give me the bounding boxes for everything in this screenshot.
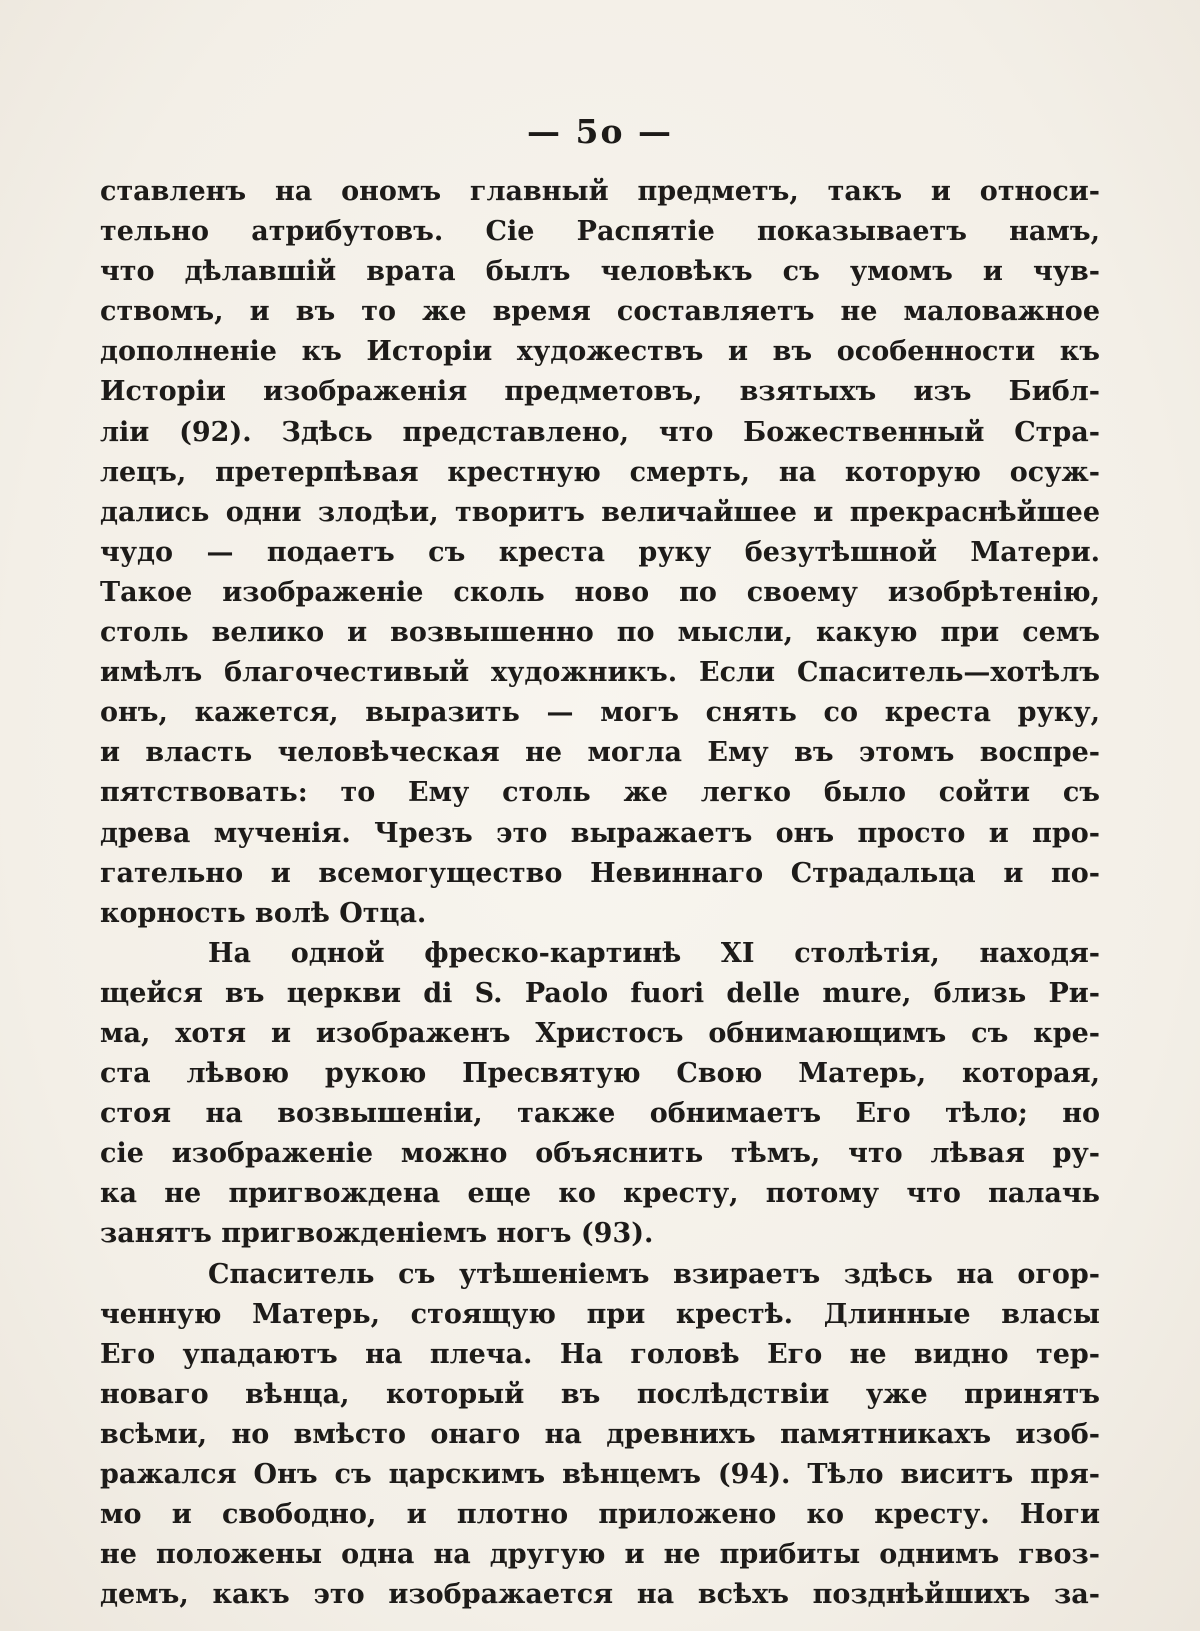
text-line: занятъ пригвожденіемъ ногъ (93). — [100, 1218, 654, 1250]
text-line: онъ, кажется, выразить — могъ снять со креста руку, — [100, 697, 1100, 729]
text-line: щейся въ церкви di S. Paolo fuori delle mure, близь Ри- — [100, 977, 1100, 1009]
text-line: ма, хотя и изображенъ Христосъ обнимающимъ съ кре- — [100, 1017, 1100, 1049]
text-line: Спаситель съ утѣшеніемъ взираетъ здѣсь на огор- — [208, 1258, 1100, 1290]
text-line: тельно атрибутовъ. Сіе Распятіе показываетъ намъ, — [100, 216, 1100, 248]
text-line: сіе изображеніе можно объяснить тѣмъ, что лѣвая ру- — [100, 1138, 1100, 1170]
text-line: ражался Онъ съ царскимъ вѣнцемъ (94). Тѣло виситъ пря- — [100, 1459, 1100, 1490]
text-line: ліи (92). Здѣсь представлено, что Божественный Стра- — [100, 416, 1100, 448]
text-line: и власть человѣческая не могла Ему въ этомъ воспре- — [100, 737, 1100, 769]
text-line: новаго вѣнца, который въ послѣдствіи уже принятъ — [100, 1378, 1100, 1410]
text-line: ченную Матерь, стоящую при крестѣ. Длинные власы — [100, 1298, 1100, 1330]
page-number: — 5о — — [527, 112, 673, 151]
text-line: ста лѣвою рукою Пресвятую Свою Матерь, которая, — [100, 1058, 1100, 1090]
text-line: дались одни злодѣи, творитъ величайшее и прекраснѣйшее — [100, 496, 1100, 528]
text-line: имѣлъ благочестивый художникъ. Если Спаситель—хотѣлъ — [100, 657, 1100, 689]
text-line: ствомъ, и въ то же время составляетъ не маловажное — [100, 296, 1100, 328]
text-line: чудо — подаетъ съ креста руку безутѣшной Матери. — [100, 536, 1100, 568]
text-line: столь велико и возвышенно по мысли, какую при семъ — [100, 617, 1100, 649]
text-line: древа мученія. Чрезъ это выражаетъ онъ просто и про- — [100, 817, 1100, 849]
text-line: мо и свободно, и плотно приложено ко кресту. Ноги — [100, 1499, 1100, 1531]
text-line: Его упадаютъ на плеча. На головѣ Его не видно тер- — [100, 1338, 1100, 1370]
text-line: лецъ, претерпѣвая крестную смерть, на которую осуж- — [100, 456, 1100, 488]
text-line: Такое изображеніе сколь ново по своему изобрѣтенію, — [100, 576, 1100, 608]
text-line: пятствовать: то Ему столь же легко было сойти съ — [100, 777, 1100, 809]
text-line: стоя на возвышеніи, также обнимаетъ Его тѣло; но — [100, 1098, 1100, 1130]
text-line: ка не пригвождена еще ко кресту, потому что палачь — [100, 1178, 1100, 1210]
text-line: корность волѣ Отца. — [100, 897, 427, 929]
text-line: дополненіе къ Исторіи художествъ и въ особенности къ — [100, 336, 1100, 368]
text-line: что дѣлавшій врата былъ человѣкъ съ умомъ и чув- — [100, 256, 1100, 288]
text-line: не положены одна на другую и не прибиты однимъ гвоз- — [100, 1539, 1100, 1571]
text-line: Исторіи изображенія предметовъ, взятыхъ изъ Библ- — [100, 376, 1100, 408]
text-line: На одной фреско-картинѣ XI столѣтія, находя- — [208, 937, 1100, 969]
body-text — [100, 172, 1100, 1615]
text-line: всѣми, но вмѣсто онаго на древнихъ памятникахъ изоб- — [100, 1418, 1100, 1450]
text-line: ставленъ на ономъ главный предметъ, такъ и относи- — [100, 176, 1100, 207]
text-line: гательно и всемогущество Невиннаго Страдальца и по- — [100, 857, 1100, 889]
text-line: демъ, какъ это изображается на всѣхъ позднѣйшихъ за- — [100, 1579, 1100, 1611]
